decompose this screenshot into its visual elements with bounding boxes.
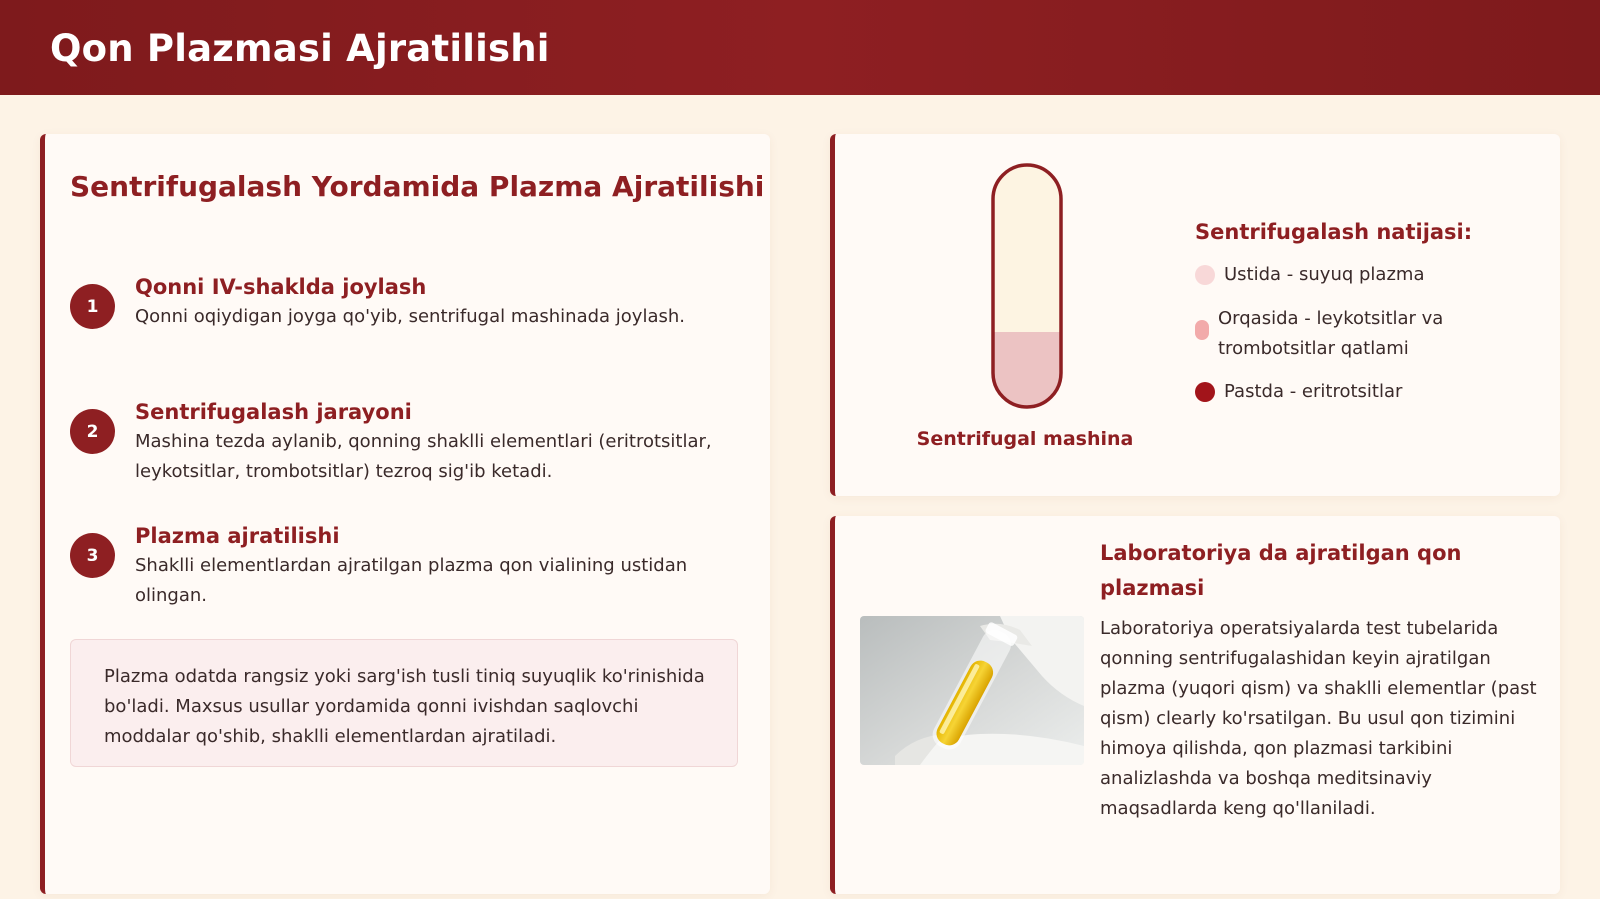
gloved-hand-tube-image	[860, 616, 1084, 765]
step-title: Sentrifugalash jarayoni	[135, 400, 412, 424]
step-number-badge: 1	[70, 284, 115, 329]
tube-caption: Sentrifugal mashina	[916, 428, 1134, 450]
centrifuge-card	[830, 134, 1560, 496]
plasma-dot-icon	[1195, 265, 1215, 285]
legend-label: Orqasida - leykotsitlar va trombotsitlar qatlami	[1218, 308, 1444, 359]
step-title: Plazma ajratilishi	[135, 524, 340, 548]
step-description: Shaklli elementlardan ajratilgan plazma qon vialining ustidan olingan.	[135, 555, 688, 606]
lab-card	[830, 516, 1560, 894]
step-number-badge: 3	[70, 533, 115, 578]
test-tube-icon	[990, 162, 1064, 410]
process-title: Sentrifugalash Yordamida Plazma Ajratilishi	[70, 170, 765, 203]
plasma-note: Plazma odatda rangsiz yoki sarg'ish tusli tiniq suyuqlik ko'rinishida bo'ladi. Maxsus usullar yordamida qonni ivishdan saqlovchi moddalar qo'shib, shaklli elementlardan ajratiladi.	[70, 639, 738, 767]
page-header	[0, 0, 1600, 95]
step-description: Mashina tezda aylanib, qonning shaklli elementlari (eritrotsitlar, leykotsitlar, trombotsitlar) tezroq sig'ib ketadi.	[135, 431, 712, 482]
step-description: Qonni oqiydigan joyga qo'yib, sentrifugal mashinada joylash.	[135, 306, 685, 327]
test-tube-illustration	[990, 162, 1064, 410]
page-title: Qon Plazmasi Ajratilishi	[50, 27, 550, 70]
lab-description: Laboratoriya operatsiyalarda test tubelarida qonning sentrifugalashidan keyin ajratilgan plazma (yuqori qism) va shaklli elementlar (past qism) clearly ko'rsatilgan. Bu usul qon tizimini himoya qilishda, qon plazmasi tarkibini analizlashda va boshqa meditsinaviy maqsadlarda keng qo'llaniladi.	[1100, 618, 1537, 819]
lab-title: Laboratoriya da ajratilgan qon plazmasi	[1100, 541, 1462, 600]
erythrocyte-dot-icon	[1195, 382, 1215, 402]
lab-test-tube-photo	[860, 616, 1084, 765]
legend-label: Pastda - eritrotsitlar	[1224, 381, 1403, 402]
step-title: Qonni IV-shaklda joylash	[135, 275, 427, 299]
process-card	[40, 134, 770, 894]
results-title: Sentrifugalash natijasi:	[1195, 220, 1473, 244]
buffy-coat-dot-icon	[1195, 320, 1209, 340]
legend-label: Ustida - suyuq plazma	[1224, 264, 1425, 285]
step-number-badge: 2	[70, 409, 115, 454]
